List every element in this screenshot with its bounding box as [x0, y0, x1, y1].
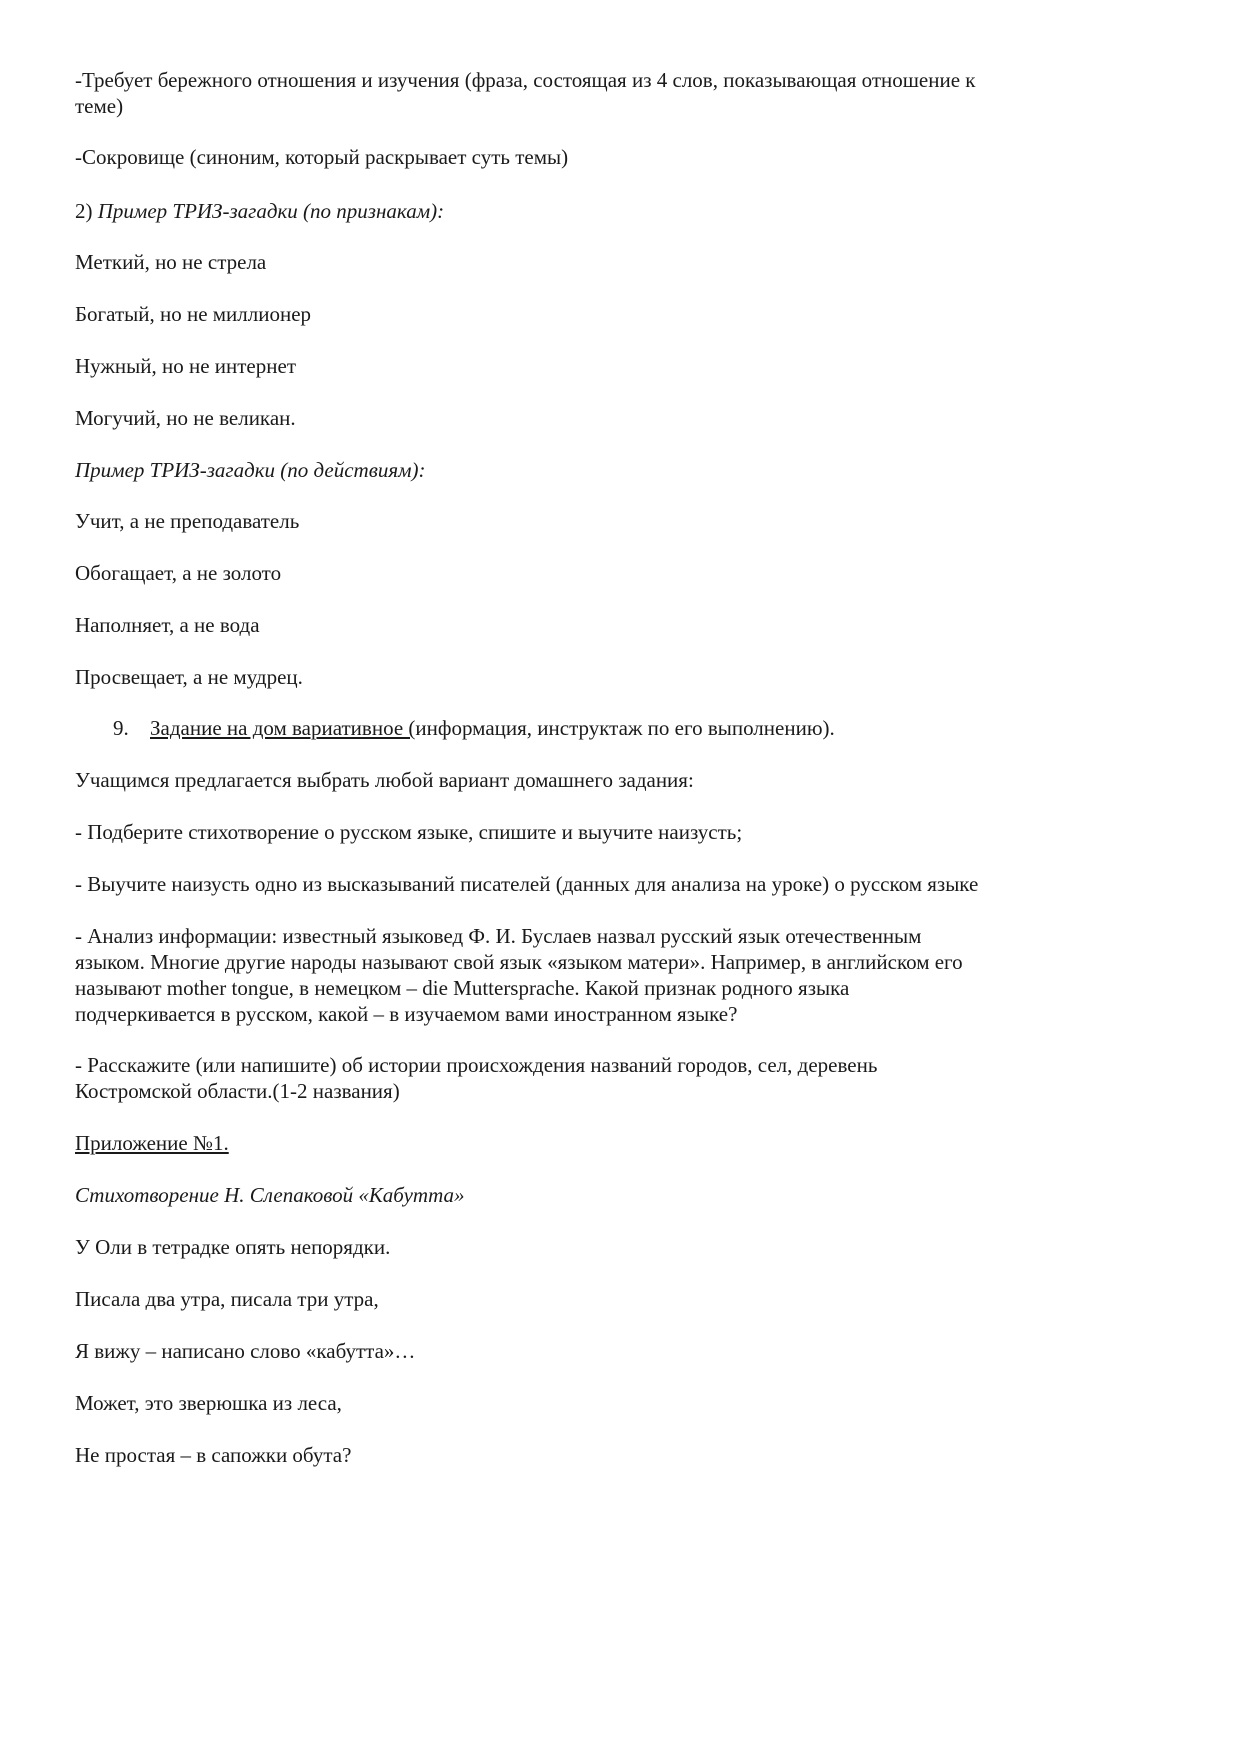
- riddle-item: Богатый, но не миллионер: [75, 302, 312, 326]
- homework-title-rest: информация, инструктаж по его выполнению).: [415, 716, 835, 740]
- riddle-actions-heading: Пример ТРИЗ-загадки (по действиям):: [75, 458, 426, 482]
- riddle-item: Просвещает, а не мудрец.: [75, 665, 303, 689]
- riddle-item: Могучий, но не великан.: [75, 406, 296, 430]
- poem-title: Стихотворение Н. Слепаковой «Кабутта»: [75, 1183, 465, 1207]
- riddle-item: Меткий, но не стрела: [75, 250, 267, 274]
- homework-heading: [150, 714, 835, 743]
- homework-option-line: - Расскажите (или напишите) об истории происхождения названий городов, сел, деревень: [75, 1053, 878, 1077]
- homework-intro: Учащимся предлагается выбрать любой вариант домашнего задания:: [75, 768, 694, 792]
- homework-title-underlined: Задание на дом вариативное (: [150, 716, 416, 740]
- riddle-features-number: 2): [75, 199, 93, 223]
- riddle-item: Обогащает, а не золото: [75, 561, 282, 585]
- homework-option: - Подберите стихотворение о русском языке, спишите и выучите наизусть;: [75, 820, 743, 844]
- poem-line: У Оли в тетрадке опять непорядки.: [75, 1235, 391, 1259]
- homework-option-line: подчеркивается в русском, какой – в изучаемом вами иностранном языке?: [75, 1002, 738, 1026]
- poem-line: Не простая – в сапожки обута?: [75, 1443, 352, 1467]
- homework-option-line: - Анализ информации: известный языковед Ф. И. Буслаев назвал русский язык отечественным: [75, 924, 922, 948]
- text-line: -Требует бережного отношения и изучения (фраза, состоящая из 4 слов, показывающая отношение к: [75, 68, 976, 92]
- poem-line: Я вижу – написано слово «кабутта»…: [75, 1339, 416, 1363]
- homework-number: 9.: [113, 716, 129, 740]
- riddle-features-heading: [75, 197, 444, 226]
- poem-line: Писала два утра, писала три утра,: [75, 1287, 379, 1311]
- poem-line: Может, это зверюшка из леса,: [75, 1391, 342, 1415]
- riddle-item: Наполняет, а не вода: [75, 613, 260, 637]
- text-line: теме): [75, 94, 124, 118]
- riddle-item: Учит, а не преподаватель: [75, 509, 300, 533]
- appendix-title: Приложение №1.: [75, 1131, 229, 1155]
- homework-option-line: называют mother tongue, в немецком – die Muttersprache. Какой признак родного языка: [75, 976, 850, 1000]
- riddle-item: Нужный, но не интернет: [75, 354, 296, 378]
- homework-option-line: Костромской области.(1-2 названия): [75, 1079, 400, 1103]
- riddle-features-title: Пример ТРИЗ-загадки (по признакам):: [97, 199, 445, 223]
- homework-option: - Выучите наизусть одно из высказываний писателей (данных для анализа на уроке) о русском языке: [75, 872, 979, 896]
- homework-option-line: языком. Многие другие народы называют свой язык «языком матери». Например, в английском его: [75, 950, 963, 974]
- text-line: -Сокровище (синоним, который раскрывает суть темы): [75, 145, 569, 169]
